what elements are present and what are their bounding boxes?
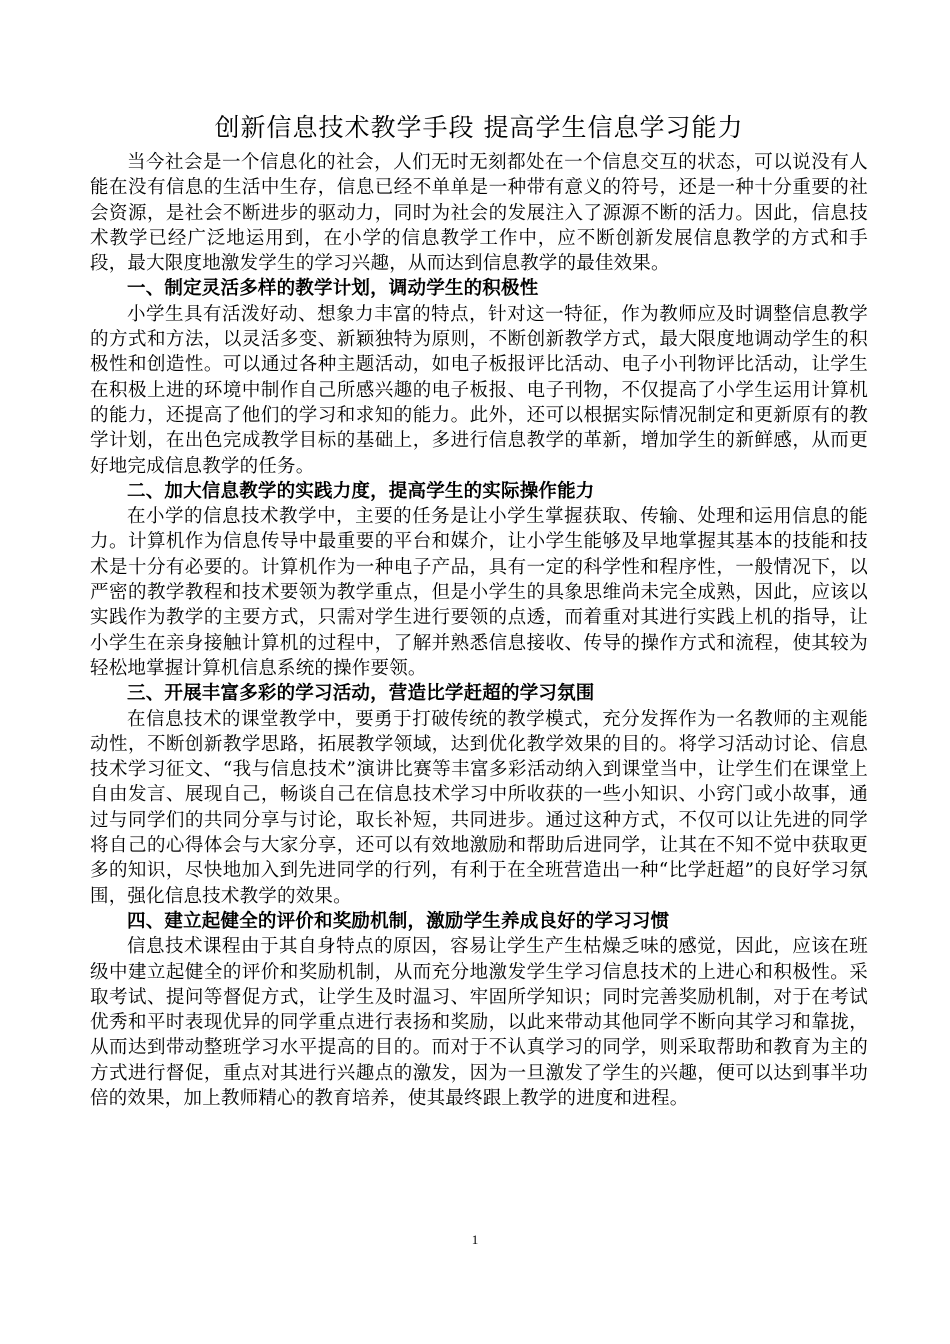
document-title: 创新信息技术教学手段 提高学生信息学习能力 <box>214 113 744 142</box>
intro-paragraph: 当今社会是一个信息化的社会，人们无时无刻都处在一个信息交互的状态，可以说没有人能在没有信息的生活中生存，信息已经不单单是一种带有意义的符号，还是一种十分重要的社会资源，是社会不断进步的驱动力，同时为社会的发展注入了源源不断的活力。因此，信息技术教学已经广泛地运用到，在小学的信息教学工作中，应不断创新发展信息教学的方式和手段，最大限度地激发学生的学习兴趣，从而达到信息教学的最佳效果。 <box>90 152 868 275</box>
section-3-heading: 三、开展丰富多彩的学习活动，营造比学赶超的学习氛围 <box>127 683 595 705</box>
section-2-heading: 二、加大信息教学的实践力度，提高学生的实际操作能力 <box>127 480 595 502</box>
section-1-body: 小学生具有活泼好动、想象力丰富的特点，针对这一特征，作为教师应及时调整信息教学的方式和方法，以灵活多变、新颖独特为原则，不断创新教学方式，最大限度地调动学生的积极性和创造性。可以通过各种主题活动，如电子板报评比活动、电子小刊物评比活动，让学生在积极上进的环境中制作自己所感兴趣的电子板报、电子刊物，不仅提高了小学生运用计算机的能力，还提高了他们的学习和求知的能力。此外，还可以根据实际情况制定和更新原有的教学计划，在出色完成教学目标的基础上，多进行信息教学的革新，增加学生的新鲜感，从而更好地完成信息教学的任务。 <box>90 303 868 477</box>
section-4-body: 信息技术课程由于其自身特点的原因，容易让学生产生枯燥乏味的感觉，因此，应该在班级中建立起健全的评价和奖励机制，从而充分地激发学生学习信息技术的上进心和积极性。采取考试、提问等督促方式，让学生及时温习、牢固所学知识；同时完善奖励机制，对于在考试优秀和平时表现优异的同学重点进行表扬和奖励，以此来带动其他同学不断向其学习和靠拢，从而达到带动整班学习水平提高的目的。而对于不认真学习的同学，则采取帮助和教育为主的方式进行督促，重点对其进行兴趣点的激发，因为一旦激发了学生的兴趣，便可以达到事半功倍的效果，加上教师精心的教育培养，使其最终跟上教学的进度和进程。 <box>90 936 868 1109</box>
section-2-body: 在小学的信息技术教学中，主要的任务是让小学生掌握获取、传输、处理和运用信息的能力。计算机作为信息传导中最重要的平台和媒介，让小学生能够及早地掌握其基本的技能和技术是十分有必要的。计算机作为一种电子产品，具有一定的科学性和程序性，一般情况下，以严密的教学教程和技术要领为教学重点，但是小学生的具象思维尚未完全成熟，因此，应该以实践作为教学的主要方式，只需对学生进行要领的点透，而着重对其进行实践上机的指导，让小学生在亲身接触计算机的过程中，了解并熟悉信息接收、传导的操作方式和流程，使其较为轻松地掌握计算机信息系统的操作要领。 <box>90 506 868 679</box>
section-1-heading: 一、制定灵活多样的教学计划，调动学生的积极性 <box>127 278 539 300</box>
document-page <box>90 108 868 1111</box>
section-3-body: 在信息技术的课堂教学中，要勇于打破传统的教学模式，充分发挥作为一名教师的主观能动性，不断创新教学思路，拓展教学领域，达到优化教学效果的目的。将学习活动讨论、信息技术学习征文、“我与信息技术”演讲比赛等丰富多彩活动纳入到课堂当中，让学生们在课堂上自由发言、展现自己，畅谈自己在信息技术学习中所收获的一些小知识、小窍门或小故事，通过与同学们的共同分享与讨论，取长补短，共同进步。通过这种方式，不仅可以让先进的同学将自己的心得体会与大家分享，还可以有效地激励和帮助后进同学，让其在不知不觉中获取更多的知识，尽快地加入到先进同学的行列，有利于在全班营造出一种“比学赶超”的良好学习氛围，强化信息技术教学的效果。 <box>90 708 868 907</box>
section-4-heading: 四、建立起健全的评价和奖励机制，激励学生养成良好的学习习惯 <box>127 910 670 932</box>
page-number: 1 <box>471 1232 479 1247</box>
